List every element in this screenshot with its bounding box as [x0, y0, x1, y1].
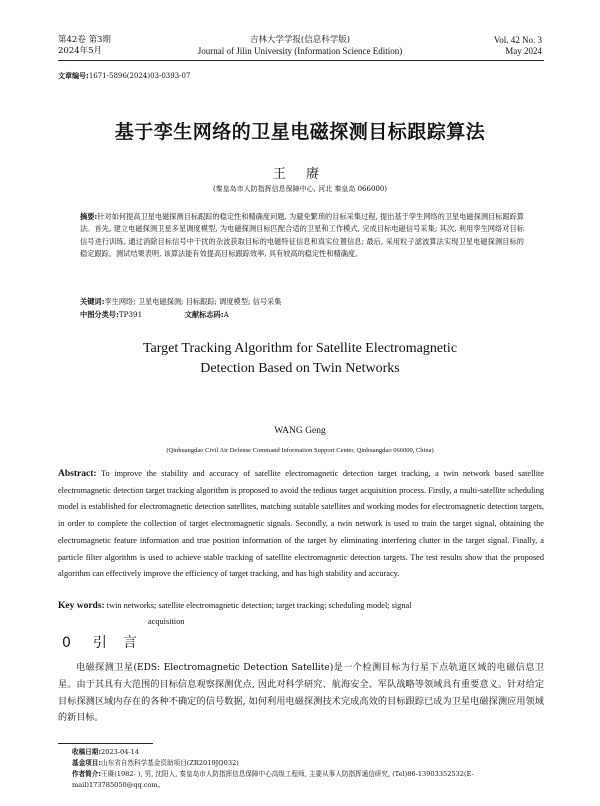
section-number: 0	[62, 635, 71, 651]
keywords-cn-text: 孪生网络; 卫星电磁探测; 目标跟踪; 调度模型; 信号采集	[104, 297, 282, 306]
footnote-fund-label: 基金项目:	[72, 759, 102, 767]
keywords-cn-label: 关键词:	[80, 297, 105, 306]
abstract-en-label: Abstract:	[58, 469, 97, 479]
header-volume-cn: 第42卷 第3期	[58, 35, 111, 45]
footnote-received	[72, 747, 544, 758]
abstract-cn	[80, 211, 524, 260]
keywords-en-text: twin networks; satellite electromagnetic detection; target tracking; scheduling model; signal	[106, 601, 412, 610]
classification-line	[80, 309, 524, 321]
keywords-en-cont: acquisition	[148, 617, 185, 626]
author-cn: 王 赓	[272, 167, 328, 182]
title-en-line2: Detection Based on Twin Networks	[200, 361, 400, 376]
doc-code-label: 文献标志码:	[184, 310, 224, 319]
abstract-en	[58, 466, 544, 583]
header-date-en: May 2024	[505, 46, 542, 56]
header-journal-en: Journal of Jilin University (Information Science Edition)	[197, 46, 403, 56]
footnote	[72, 747, 544, 791]
affiliation-cn: (秦皇岛市人防指挥信息保障中心, 河北 秦皇岛 066000)	[212, 185, 388, 193]
article-number-label: 文章编号:	[58, 72, 89, 80]
footnote-rule	[58, 743, 153, 744]
keywords-cn	[80, 296, 524, 308]
footnote-received-label: 收稿日期:	[72, 748, 102, 756]
footnote-author	[72, 769, 544, 791]
footnote-received-value: 2023-04-14	[101, 748, 140, 756]
footnote-author-label: 作者简介:	[72, 770, 102, 778]
author-en: WANG Geng	[274, 426, 326, 436]
abstract-cn-text: 针对如何提高卫星电磁探测目标跟踪的稳定性和精确度问题, 为避免繁琐的目标采集过程, 提出基于孪生网络的卫星电磁探测目标跟踪算法。首先, 建立电磁探测卫星多星调度模型, 为电磁探测目标匹配合适的卫星和工作模式, 完成目标电磁信号采集; 其次, 利用孪生网络对目标信号进行训练, 通过消除目标信号中干扰的杂波获取目标的电磁特征信息和真实位置信息; 最后, 采用粒子滤波算法实现卫星电磁探测目标的稳定跟踪。测试结果表明, 该算法能有效提高目标跟踪效率, 具有较高的稳定性和精确度。	[80, 212, 524, 258]
footnote-fund	[72, 758, 544, 769]
article-number-value: 1671-5896(2024)03-0393-07	[88, 72, 191, 80]
classification-label: 中图分类号:	[80, 310, 119, 319]
doc-code-value: A	[223, 310, 229, 319]
keywords-en-label: Key words:	[58, 601, 105, 611]
header-volume-en: Vol. 42 No. 3	[493, 35, 542, 45]
section-title: 引言	[92, 635, 153, 651]
title-en-line1: Target Tracking Algorithm for Satellite Electromagnetic	[142, 341, 458, 356]
classification-value: TP391	[118, 310, 143, 319]
footnote-fund-value: 山东省自然科学基金资助项目(ZR2019JQ032)	[101, 759, 239, 767]
article-number	[58, 71, 190, 81]
title-en	[0, 339, 600, 379]
section-heading	[62, 632, 153, 652]
body-paragraph: 电磁探测卫星(EDS: Electromagnetic Detection Satellite)是一个检测目标为行星下点轨道区域的电磁信息卫星。由于其具有大范围的目标信息观察探测优点, 因此对科学研究、航海安全、军队战略等领域具有重要意义。针对给定目标探测区域内存在的各种不确定的信号数据, 如何利用电磁探测技术完成高效的目标跟踪已成为卫星电磁探测应用领域的新目标。	[58, 663, 544, 724]
header-journal-cn: 吉林大学学报(信息科学版)	[249, 35, 351, 45]
abstract-en-text: To improve the stability and accuracy of satellite electromagnetic detection target tracking, a twin network based satellite electromagnetic detection target tracking algorithm is proposed to avoid the tedious target acquisition process. Firstly, a multi-satellite scheduling model is established for electromagnetic detection satellites, matching suitable satellites and working modes for electromagnetic detection targets, in order to complete the collection of target electromagnetic signals. Secondly, a twin network is used to train the target signal, obtaining the electromagnetic feature information and true position information of the target by eliminating interfering clutter in the target signal. Finally, a particle filter algorithm is used to achieve stable tracking of satellite electromagnetic detection targets. The test results show that the proposed algorithm can effectively improve the efficiency of target tracking, and has high stability and accuracy.	[58, 469, 544, 579]
affiliation-en: (Qinhuangdao Civil Air Defense Command Information Support Center, Qinhuangdao 066000, China)	[166, 447, 434, 454]
header-rule	[58, 60, 544, 61]
footnote-author-value: 王赓(1982- ), 男, 沈阳人, 秦皇岛市人防指挥信息保障中心高级工程师, 主要从事人防指挥通信研究, (Tel)86-13903352532(E-mail)173785050@qq.com。	[72, 770, 474, 789]
title-cn: 基于孪生网络的卫星电磁探测目标跟踪算法	[114, 121, 486, 143]
keywords-en	[58, 598, 544, 630]
abstract-cn-label: 摘要:	[80, 212, 98, 221]
header-date-cn: 2024年5月	[58, 46, 103, 56]
